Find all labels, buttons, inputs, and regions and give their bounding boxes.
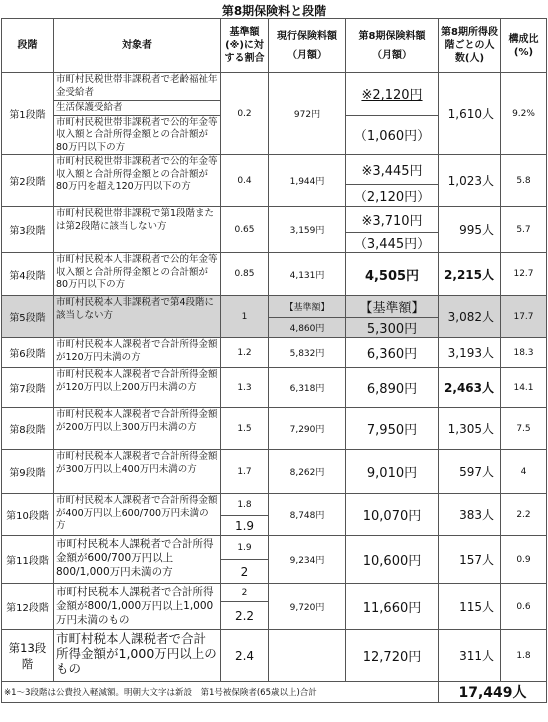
- ratio-cell: 2.2: [501, 494, 547, 536]
- current-cell: 972円: [269, 73, 346, 155]
- count-cell: 115人: [439, 584, 501, 630]
- current-top-cell: 【基準額】: [269, 296, 346, 318]
- header-count: 第8期所得段階ごとの人数(人): [439, 19, 501, 73]
- new-top-cell: ※3,710円: [346, 207, 439, 233]
- ratio-cell: 0.9: [501, 536, 547, 584]
- target-cell: 生活保護受給者: [54, 101, 221, 116]
- rate-cell: 1.5: [221, 408, 269, 450]
- new-cell: 6,360円: [346, 338, 439, 368]
- rate-bottom-cell: 2.2: [221, 602, 269, 630]
- rate-cell: 1.3: [221, 368, 269, 408]
- new-top-cell: ※2,120円: [346, 73, 439, 116]
- new-cell: 10,600円: [346, 536, 439, 584]
- count-cell: 1,305人: [439, 408, 501, 450]
- header-new-sub: （月額）: [372, 49, 412, 61]
- rate-cell: 0.4: [221, 155, 269, 207]
- page-title: 第8期保険料と段階: [221, 4, 327, 18]
- rate-top-cell: 1.8: [221, 494, 269, 516]
- stage-cell: 第7段階: [2, 368, 54, 408]
- stage-cell: 第12段階: [2, 584, 54, 630]
- current-cell: 5,832円: [269, 338, 346, 368]
- header-row: [2, 19, 547, 73]
- stage-cell: 第11段階: [2, 536, 54, 584]
- target-cell: 市町村民税本人課税者で合計所得金額が120万円以上200万円未満の方: [54, 368, 221, 408]
- header-ratio: 構成比(%): [501, 19, 547, 73]
- new-cell: 4,505円: [346, 253, 439, 296]
- current-cell: 1,944円: [269, 155, 346, 207]
- ratio-cell: 0.6: [501, 584, 547, 630]
- header-current-label: 現行保険料額: [277, 30, 337, 42]
- table-row: [2, 207, 547, 233]
- header-new-label: 第8期保険料額: [358, 30, 426, 42]
- rate-cell: 0.85: [221, 253, 269, 296]
- new-bottom-cell: （3,445円）: [346, 233, 439, 253]
- count-cell: 2,215人: [439, 253, 501, 296]
- count-cell: 597人: [439, 450, 501, 494]
- table-row: [2, 253, 547, 296]
- rate-cell: 1: [221, 296, 269, 338]
- ratio-cell: 7.5: [501, 408, 547, 450]
- rate-bottom-cell: 1.9: [221, 516, 269, 536]
- stage-cell: 第9段階: [2, 450, 54, 494]
- target-cell: 市町村税本人課税者で合計所得金額が1,000万円以上のもの: [54, 630, 221, 682]
- new-cell: 5,300円: [346, 318, 439, 338]
- ratio-cell: 5.8: [501, 155, 547, 207]
- target-cell: 市町村民税本人非課税者で公的年金等収入額と合計所得金額との合計額が80万円以下の方: [54, 253, 221, 296]
- new-bottom-cell: （1,060円）: [346, 115, 439, 155]
- table-row: [2, 630, 547, 682]
- rate-top-cell: 1.9: [221, 536, 269, 560]
- count-cell: 1,610人: [439, 73, 501, 155]
- count-cell: 2,463人: [439, 368, 501, 408]
- target-cell: 市町村民税本人課税者で合計所得金額が200万円以上300万円未満の方: [54, 408, 221, 450]
- table-row: [2, 584, 547, 602]
- rate-bottom-cell: 2: [221, 560, 269, 584]
- target-cell: 市町村民税本人非課税者で第4段階に該当しない方: [54, 296, 221, 338]
- target-cell: 市町村民税本人課税者で合計所得金額が800/1,000万円以上1,000万円未満のもの: [54, 584, 221, 630]
- table-row: [2, 73, 547, 101]
- current-cell: 9,234円: [269, 536, 346, 584]
- rate-cell: 2.4: [221, 630, 269, 682]
- new-cell: 9,010円: [346, 450, 439, 494]
- header-current: [269, 19, 346, 73]
- target-cell: 市町村民税本人課税者で合計所得金額が400万円以上600/700万円未満の方: [54, 494, 221, 536]
- new-cell: 7,950円: [346, 408, 439, 450]
- new-cell: 10,070円: [346, 494, 439, 536]
- ratio-cell: 4: [501, 450, 547, 494]
- target-cell: 市町村民税本人課税者で合計所得金額が120万円未満の方: [54, 338, 221, 368]
- rate-cell: 0.65: [221, 207, 269, 253]
- table-row: [2, 450, 547, 494]
- header-rate: 基準額(※)に対する割合: [221, 19, 269, 73]
- rate-cell: 1.7: [221, 450, 269, 494]
- new-bottom-cell: （2,120円）: [346, 185, 439, 207]
- new-top-cell: ※3,445円: [346, 155, 439, 185]
- current-cell: [269, 630, 346, 682]
- table-row: [2, 296, 547, 318]
- stage-cell: 第5段階: [2, 296, 54, 338]
- target-cell: 市町村民税世帯非課税で第1段階または第2段階に該当しない方: [54, 207, 221, 253]
- count-cell: 157人: [439, 536, 501, 584]
- ratio-cell: 5.7: [501, 207, 547, 253]
- stage-cell: 第6段階: [2, 338, 54, 368]
- header-target: 対象者: [54, 19, 221, 73]
- current-cell: 3,159円: [269, 207, 346, 253]
- table-row: [2, 155, 547, 185]
- current-cell: 6,318円: [269, 368, 346, 408]
- count-cell: 383人: [439, 494, 501, 536]
- table-row: [2, 338, 547, 368]
- rate-top-cell: 2: [221, 584, 269, 602]
- table-row: [2, 368, 547, 408]
- header-current-sub: （月額）: [287, 49, 327, 61]
- new-cell: 11,660円: [346, 584, 439, 630]
- target-cell: 市町村民税本人課税者で合計所得金額が300万円以上400万円未満の方: [54, 450, 221, 494]
- current-cell: 4,131円: [269, 253, 346, 296]
- header-new: [346, 19, 439, 73]
- footer-row: [2, 682, 547, 703]
- ratio-cell: 17.7: [501, 296, 547, 338]
- stage-cell: 第4段階: [2, 253, 54, 296]
- table-row: [2, 536, 547, 560]
- target-cell: 市町村民税世帯非課税者で老齢福祉年金受給者: [54, 73, 221, 101]
- count-cell: 1,023人: [439, 155, 501, 207]
- count-cell: 311人: [439, 630, 501, 682]
- stage-cell: 第1段階: [2, 73, 54, 155]
- target-cell: 市町村民税本人課税者で合計所得金額が600/700万円以上800/1,000万円未満の方: [54, 536, 221, 584]
- current-cell: 8,262円: [269, 450, 346, 494]
- stage-cell: 第8段階: [2, 408, 54, 450]
- premium-table: [1, 18, 547, 703]
- count-cell: 995人: [439, 207, 501, 253]
- stage-cell: 第2段階: [2, 155, 54, 207]
- ratio-cell: 12.7: [501, 253, 547, 296]
- rate-cell: 0.2: [221, 73, 269, 155]
- table-row: [2, 408, 547, 450]
- current-cell: 4,860円: [269, 318, 346, 338]
- target-cell: 市町村民税世帯非課税者で公的年金等収入額と合計所得金額との合計額が80万円を超え120万円以下の方: [54, 155, 221, 207]
- current-cell: 9,720円: [269, 584, 346, 630]
- ratio-cell: 14.1: [501, 368, 547, 408]
- count-cell: 3,082人: [439, 296, 501, 338]
- ratio-cell: 1.8: [501, 630, 547, 682]
- stage-cell: 第10段階: [2, 494, 54, 536]
- current-cell: 7,290円: [269, 408, 346, 450]
- stage-cell: 第3段階: [2, 207, 54, 253]
- current-cell: 8,748円: [269, 494, 346, 536]
- count-cell: 3,193人: [439, 338, 501, 368]
- ratio-cell: 18.3: [501, 338, 547, 368]
- footer-note: ※1～3段階は公費投入軽減額。明朝大文字は新設 第1号被保険者(65歳以上)合計: [2, 682, 439, 703]
- table-row: [2, 494, 547, 516]
- stage-cell: 第13段階: [2, 630, 54, 682]
- ratio-cell: 9.2%: [501, 73, 547, 155]
- header-stage: 段階: [2, 19, 54, 73]
- rate-cell: 1.2: [221, 338, 269, 368]
- new-top-cell: 【基準額】: [346, 296, 439, 318]
- new-cell: 6,890円: [346, 368, 439, 408]
- new-cell: 12,720円: [346, 630, 439, 682]
- footer-total: 17,449人: [439, 682, 547, 703]
- target-cell: 市町村民税世帯非課税者で公的年金等収入額と合計所得金額との合計額が80万円以下の方: [54, 115, 221, 155]
